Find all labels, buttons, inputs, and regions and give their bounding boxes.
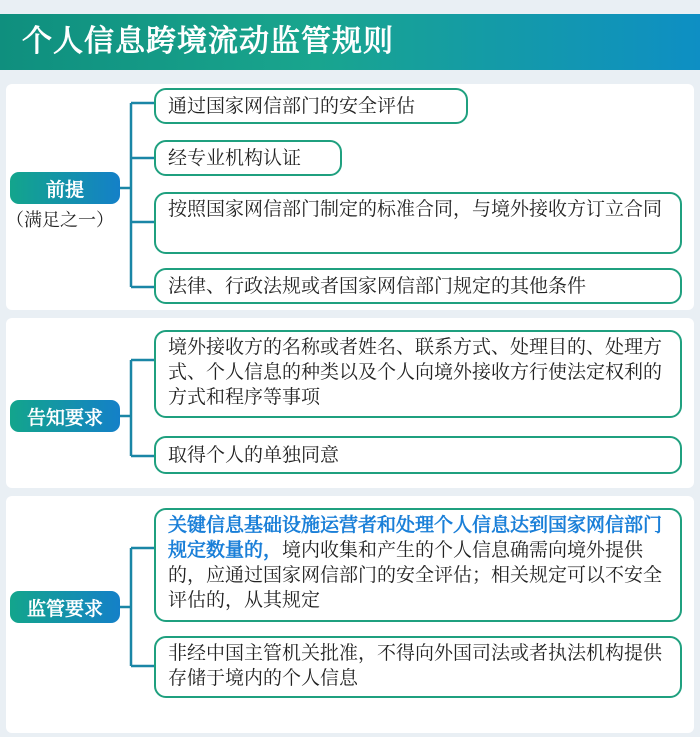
notification-item-1-text: 境外接收方的名称或者姓名、联系方式、处理目的、处理方式、个人信息的种类以及个人向境外接收方行使法定权利的方式和程序等事项 [168, 336, 663, 408]
category-premise-note: （满足之一） [6, 210, 114, 231]
premise-item-3 [154, 192, 682, 254]
supervision-item-2 [154, 636, 682, 698]
premise-item-2 [154, 140, 342, 176]
premise-item-4-text: 法律、行政法规或者国家网信部门规定的其他条件 [168, 274, 587, 297]
premise-item-3-text: 按照国家网信部门制定的标准合同，与境外接收方订立合同 [168, 198, 663, 220]
notification-item-1 [154, 330, 682, 418]
notification-item-2-text: 取得个人的单独同意 [168, 443, 340, 466]
notification-item-2 [154, 436, 682, 474]
category-supervision: 监管要求 [10, 591, 120, 623]
premise-item-2-text: 经专业机构认证 [168, 146, 302, 169]
supervision-item-1-highlight: 关键信息基础设施运营者和处理个人信息达到国家网信部门规定数量的， [168, 514, 663, 561]
page-title: 个人信息跨境流动监管规则 [22, 24, 394, 59]
supervision-item-2-text: 非经中国主管机关批准，不得向外国司法或者执法机构提供存储于境内的个人信息 [168, 642, 663, 689]
premise-item-4 [154, 268, 682, 304]
supervision-item-1 [154, 508, 682, 622]
premise-item-1 [154, 88, 468, 124]
category-premise: 前提 [10, 172, 120, 204]
supervision-item-1-text: 境内收集和产生的个人信息确需向境外提供的，应通过国家网信部门的安全评估；相关规定可以不安全评估的，从其规定 [168, 539, 663, 611]
premise-item-1-text: 通过国家网信部门的安全评估 [168, 94, 416, 117]
category-notification: 告知要求 [10, 400, 120, 432]
title-bar [0, 14, 700, 70]
